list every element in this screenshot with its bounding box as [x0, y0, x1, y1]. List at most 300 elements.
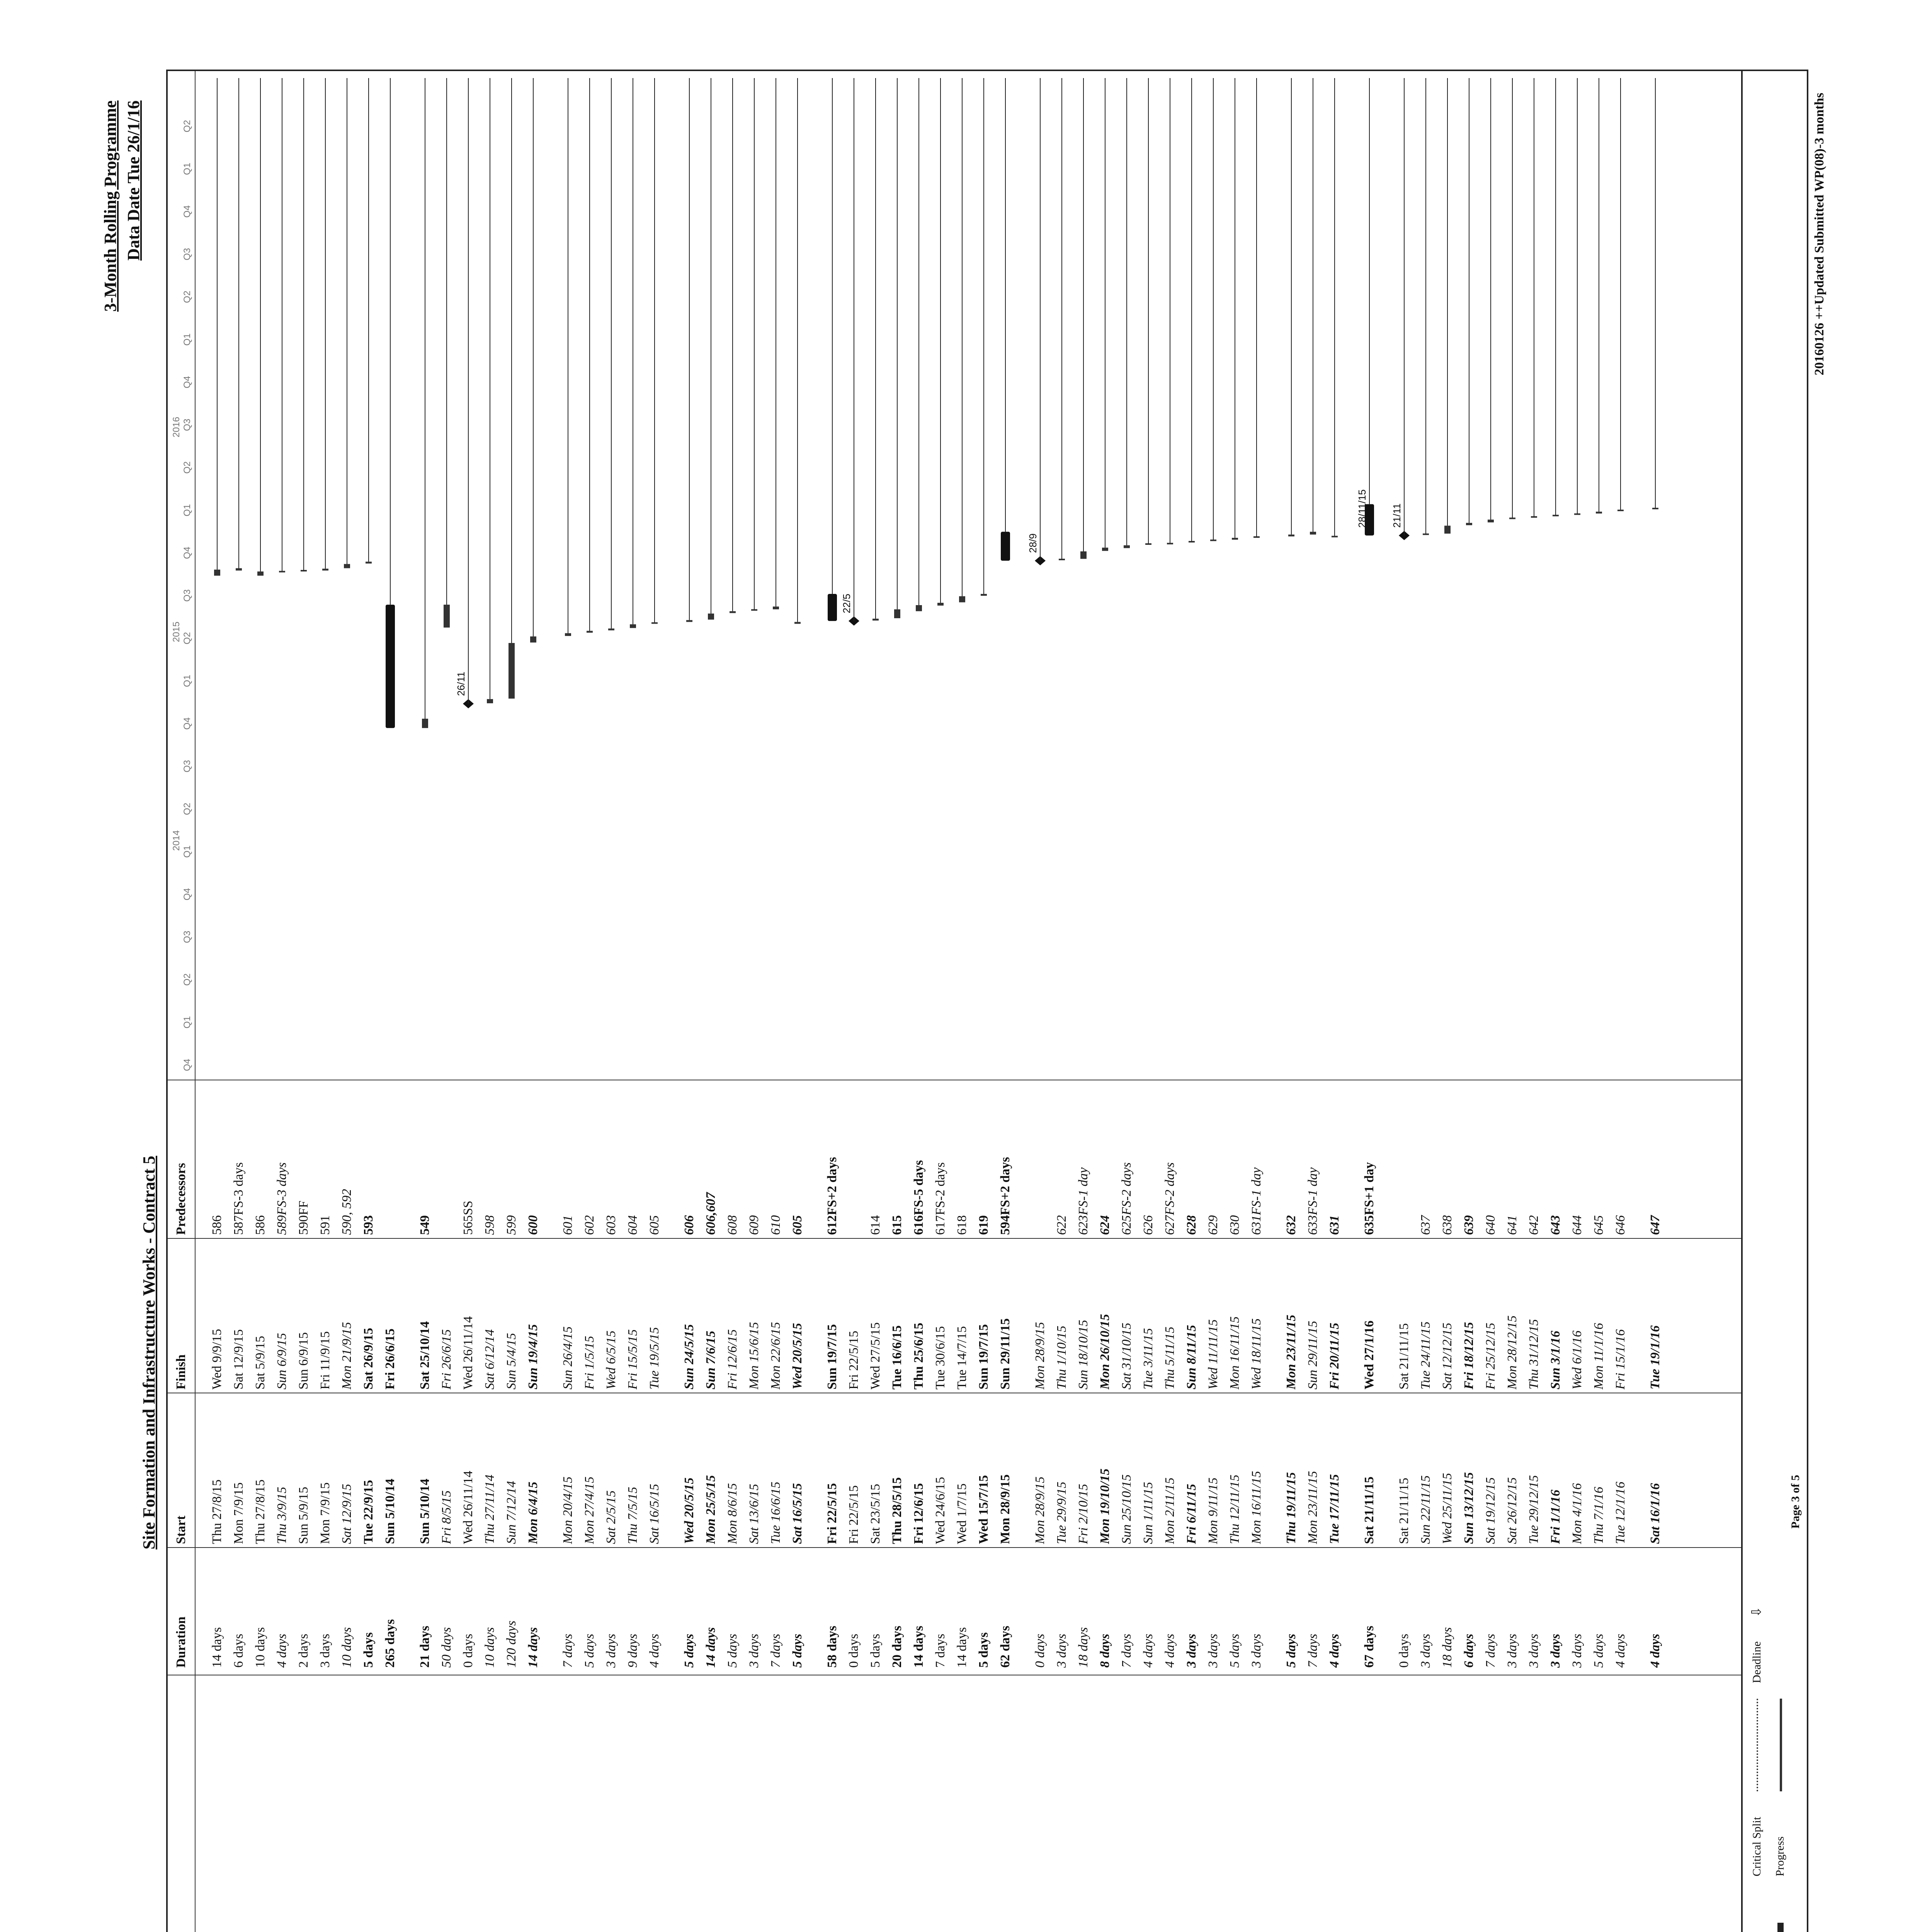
task-name	[1359, 1683, 1380, 1932]
task-start: Fri 6/11/15	[1184, 1484, 1199, 1544]
task-row	[1116, 1080, 1138, 1932]
task-predecessors: 609	[747, 1215, 761, 1235]
task-start: Fri 8/5/15	[439, 1490, 454, 1544]
task-name	[908, 1683, 930, 1932]
quarter-label: Q2	[182, 461, 192, 474]
task-finish: Sun 19/7/15	[976, 1324, 991, 1389]
task-finish: Fri 26/6/15	[383, 1328, 397, 1389]
task-duration: 0 days	[847, 1634, 861, 1668]
task-duration: 10 days	[483, 1627, 497, 1668]
quarter-label: Q2	[182, 803, 192, 815]
task-name	[271, 1683, 293, 1932]
legend-critical-swatch	[1777, 1923, 1784, 1932]
task-name	[1437, 1683, 1458, 1932]
task-duration: 5 days	[582, 1634, 597, 1668]
quarter-label: Q1	[182, 675, 192, 687]
quarter-label: Q4	[182, 717, 192, 730]
task-start: Mon 8/6/15	[725, 1483, 740, 1544]
task-duration: 3 days	[1548, 1634, 1563, 1668]
task-predecessors: 624	[1098, 1215, 1112, 1235]
task-start: Mon 6/4/15	[526, 1481, 540, 1544]
task-row	[1138, 1080, 1159, 1932]
task-start: Fri 12/6/15	[912, 1483, 926, 1544]
task-duration: 3 days	[1418, 1634, 1433, 1668]
task-duration: 3 days	[604, 1634, 618, 1668]
task-duration: 14 days	[210, 1627, 224, 1668]
task-predecessors: 549	[418, 1215, 432, 1235]
task-duration: 4 days	[647, 1634, 662, 1668]
task-predecessors: 622	[1054, 1215, 1069, 1235]
task-row	[644, 1080, 665, 1932]
quarter-label: Q4	[182, 205, 192, 218]
task-name	[644, 1683, 665, 1932]
task-duration: 14 days	[912, 1626, 926, 1668]
task-name	[358, 1683, 379, 1932]
task-name	[843, 1683, 865, 1932]
task-duration: 5 days	[1228, 1634, 1242, 1668]
task-finish: Mon 28/12/15	[1505, 1315, 1519, 1389]
task-finish: Sun 29/11/15	[1306, 1321, 1320, 1389]
task-name	[1159, 1683, 1181, 1932]
task-bar	[916, 605, 922, 611]
task-name	[457, 1683, 479, 1932]
task-predecessors: 599	[504, 1215, 519, 1235]
task-start: Sun 5/10/14	[418, 1478, 432, 1544]
task-duration: 4 days	[275, 1634, 289, 1668]
task-finish: Fri 11/9/15	[318, 1331, 332, 1389]
task-name	[250, 1683, 271, 1932]
task-finish: Fri 20/11/15	[1327, 1323, 1342, 1389]
task-finish: Wed 18/11/15	[1249, 1318, 1264, 1389]
task-row	[1029, 1080, 1051, 1932]
task-duration: 4 days	[1327, 1634, 1342, 1668]
task-name	[436, 1683, 457, 1932]
task-bar	[487, 699, 493, 703]
quarter-label: Q1	[182, 333, 192, 346]
task-start: Thu 27/8/15	[210, 1479, 224, 1544]
task-duration: 3 days	[747, 1634, 761, 1668]
task-predecessors: 603	[604, 1215, 618, 1235]
gantt-date-label: 28/11/15	[1356, 489, 1368, 528]
schedule-table	[166, 70, 1743, 1932]
task-finish: Wed 27/1/16	[1362, 1320, 1376, 1389]
task-predecessors: 605	[647, 1215, 662, 1235]
task-predecessors: 602	[582, 1215, 597, 1235]
task-duration: 9 days	[626, 1634, 640, 1668]
task-row	[765, 1080, 787, 1932]
task-predecessors: 632	[1284, 1215, 1298, 1235]
task-predecessors: 646	[1613, 1215, 1628, 1235]
task-start: Mon 28/9/15	[998, 1474, 1012, 1544]
task-name	[1415, 1683, 1437, 1932]
task-row	[1480, 1080, 1502, 1932]
task-predecessors: 608	[725, 1215, 740, 1235]
task-row	[315, 1080, 336, 1932]
task-name	[1202, 1683, 1224, 1932]
task-predecessors: 631FS-1 day	[1249, 1167, 1264, 1235]
task-bar	[981, 594, 987, 596]
task-predecessors: 589FS-3 days	[275, 1162, 289, 1235]
task-name	[787, 1683, 808, 1932]
task-duration: 5 days	[976, 1632, 991, 1668]
task-bar	[630, 624, 636, 628]
task-predecessors: 594FS+2 days	[998, 1157, 1012, 1235]
task-predecessors: 616FS-5 days	[912, 1160, 926, 1235]
col-predecessors-header: Predecessors	[174, 1163, 188, 1235]
task-bar	[608, 629, 614, 631]
task-predecessors: 630	[1228, 1215, 1242, 1235]
task-duration: 3 days	[1184, 1634, 1199, 1668]
gantt-date-label: 28/9	[1027, 533, 1039, 553]
task-row	[1202, 1080, 1224, 1932]
task-row	[600, 1080, 622, 1932]
task-row	[457, 1080, 479, 1932]
task-name	[722, 1683, 743, 1932]
task-name	[1393, 1683, 1415, 1932]
task-start: Thu 3/9/15	[275, 1486, 289, 1544]
task-finish: Mon 21/9/15	[340, 1322, 354, 1389]
task-row	[908, 1080, 930, 1932]
task-start: Thu 19/11/15	[1284, 1472, 1298, 1544]
task-start: Tue 29/12/15	[1527, 1475, 1541, 1544]
task-predecessors: 640	[1483, 1215, 1498, 1235]
task-finish: Mon 15/6/15	[747, 1322, 761, 1389]
task-bar	[1596, 512, 1602, 514]
task-duration: 0 days	[461, 1634, 475, 1668]
quarter-label: Q3	[182, 760, 192, 772]
task-name	[1094, 1683, 1116, 1932]
task-predecessors: 638	[1440, 1215, 1454, 1235]
task-start: Mon 4/1/16	[1570, 1483, 1584, 1544]
task-name	[1324, 1683, 1345, 1932]
task-name	[1138, 1683, 1159, 1932]
task-name	[821, 1683, 843, 1932]
summary-bar	[828, 594, 837, 621]
page-number: Page 3 of 5	[1789, 1475, 1802, 1529]
task-row	[1051, 1080, 1073, 1932]
task-name	[973, 1683, 995, 1932]
task-row	[501, 1080, 522, 1932]
task-finish: Sat 6/12/14	[483, 1329, 497, 1389]
task-predecessors: 645	[1592, 1215, 1606, 1235]
task-start: Mon 7/9/15	[318, 1482, 332, 1544]
task-bar	[214, 570, 220, 576]
task-predecessors: 593	[361, 1215, 376, 1235]
task-start: Sat 23/5/15	[868, 1484, 883, 1544]
gantt-date-label: 22/5	[841, 594, 852, 614]
quarter-label: Q4	[182, 888, 192, 901]
task-row	[1523, 1080, 1545, 1932]
task-bar	[279, 571, 285, 572]
task-finish: Wed 6/1/16	[1570, 1330, 1584, 1389]
task-start: Mon 9/11/15	[1206, 1477, 1220, 1544]
task-name	[951, 1683, 973, 1932]
task-duration: 0 days	[1033, 1634, 1047, 1668]
quarter-label: Q1	[182, 504, 192, 517]
gantt-date-label: 26/11	[455, 672, 467, 696]
task-name	[1588, 1683, 1610, 1932]
task-finish: Sun 3/1/16	[1548, 1330, 1563, 1389]
task-bar	[1232, 538, 1238, 540]
task-name	[1073, 1683, 1094, 1932]
task-predecessors: 590, 592	[340, 1189, 354, 1235]
quarter-label: Q2	[182, 973, 192, 986]
task-duration: 14 days	[704, 1627, 718, 1668]
task-finish: Tue 16/6/15	[890, 1325, 904, 1389]
task-finish: Mon 26/10/15	[1098, 1314, 1112, 1389]
task-start: Thu 12/11/15	[1228, 1475, 1242, 1544]
quarter-label: Q3	[182, 248, 192, 260]
task-start: Sat 16/5/15	[647, 1484, 662, 1544]
task-row	[293, 1080, 315, 1932]
gantt-date-label: 21/11	[1391, 503, 1403, 528]
task-start: Thu 27/11/14	[483, 1475, 497, 1544]
task-row	[700, 1080, 722, 1932]
task-duration: 7 days	[1119, 1634, 1134, 1668]
year-label: 2016	[171, 417, 182, 437]
task-name	[1246, 1683, 1267, 1932]
task-finish: Fri 15/1/16	[1613, 1329, 1628, 1389]
task-start: Tue 16/6/15	[769, 1481, 783, 1544]
col-finish-header: Finish	[174, 1354, 188, 1389]
task-duration: 0 days	[1397, 1634, 1411, 1668]
task-bar	[937, 603, 944, 605]
task-finish: Fri 22/5/15	[847, 1330, 861, 1389]
task-finish: Wed 6/5/15	[604, 1330, 618, 1389]
task-name	[293, 1683, 315, 1932]
task-start: Sat 19/12/15	[1483, 1477, 1498, 1544]
works-subtitle: Site Formation and Infrastructure Works - Contract 5	[139, 1156, 158, 1549]
task-finish: Sun 19/7/15	[825, 1324, 839, 1389]
task-row	[787, 1080, 808, 1932]
task-duration: 67 days	[1362, 1626, 1376, 1668]
task-name	[1116, 1683, 1138, 1932]
task-start: Wed 15/7/15	[976, 1475, 991, 1544]
task-bar	[422, 719, 428, 728]
task-name	[1302, 1683, 1324, 1932]
task-finish: Mon 28/9/15	[1033, 1322, 1047, 1389]
task-predecessors: 617FS-2 days	[933, 1162, 947, 1235]
task-predecessors: 642	[1527, 1215, 1541, 1235]
task-finish: Fri 18/12/15	[1462, 1322, 1476, 1389]
task-start: Tue 22/9/15	[361, 1480, 376, 1544]
task-name	[336, 1683, 358, 1932]
task-row	[250, 1080, 271, 1932]
task-row	[1224, 1080, 1246, 1932]
task-predecessors: 615	[890, 1215, 904, 1235]
quarter-label: Q3	[182, 418, 192, 431]
task-name	[1051, 1683, 1073, 1932]
task-bar	[730, 611, 736, 613]
task-start: Mon 23/11/15	[1306, 1471, 1320, 1544]
task-name	[886, 1683, 908, 1932]
task-finish: Tue 30/6/15	[933, 1326, 947, 1389]
task-name	[1224, 1683, 1246, 1932]
task-duration: 7 days	[933, 1634, 947, 1668]
task-row	[1359, 1080, 1380, 1932]
task-start: Sat 16/5/15	[790, 1483, 804, 1544]
task-bar	[1617, 510, 1624, 511]
task-name	[1181, 1683, 1202, 1932]
task-predecessors: 637	[1418, 1215, 1433, 1235]
task-finish: Sun 18/10/15	[1076, 1320, 1090, 1389]
task-finish: Sun 6/9/15	[275, 1333, 289, 1389]
task-name	[379, 1683, 401, 1932]
quarter-label: Q1	[182, 1016, 192, 1029]
task-duration: 6 days	[231, 1634, 246, 1668]
task-bar	[894, 609, 900, 618]
year-label: 2015	[171, 621, 182, 642]
task-bar	[1466, 523, 1472, 525]
task-row	[1610, 1080, 1631, 1932]
quarter-label: Q1	[182, 162, 192, 175]
task-finish: Tue 19/5/15	[647, 1327, 662, 1389]
data-date: Data Date Tue 26/1/16	[124, 100, 143, 261]
task-duration: 50 days	[439, 1627, 454, 1668]
task-row	[271, 1080, 293, 1932]
task-name	[930, 1683, 951, 1932]
task-start: Sun 22/11/15	[1418, 1475, 1433, 1544]
task-row	[479, 1080, 501, 1932]
year-label: 2014	[171, 830, 182, 851]
task-name	[765, 1683, 787, 1932]
task-finish: Sun 19/4/15	[526, 1324, 540, 1389]
task-duration: 7 days	[1306, 1634, 1320, 1668]
task-name	[1523, 1683, 1545, 1932]
task-predecessors: 598	[483, 1215, 497, 1235]
programme-sheet	[81, 70, 1843, 1932]
task-row	[930, 1080, 951, 1932]
task-predecessors: 606,607	[704, 1192, 718, 1235]
task-start: Mon 16/11/15	[1249, 1471, 1264, 1544]
task-finish: Sun 29/11/15	[998, 1318, 1012, 1389]
task-name	[865, 1683, 886, 1932]
legend-critical-split-label: Critical Split	[1750, 1816, 1763, 1876]
task-start: Wed 20/5/15	[682, 1477, 696, 1544]
task-start: Wed 25/11/15	[1440, 1473, 1454, 1544]
deadline-icon: ⇩	[1750, 1606, 1764, 1617]
task-duration: 18 days	[1440, 1627, 1454, 1668]
task-finish: Sat 12/12/15	[1440, 1323, 1454, 1389]
task-finish: Sat 31/10/15	[1119, 1323, 1134, 1389]
legend-footer	[1743, 70, 1808, 1932]
task-row	[1588, 1080, 1610, 1932]
task-bar	[1080, 551, 1087, 559]
task-name	[414, 1683, 436, 1932]
task-finish: Sat 21/11/15	[1397, 1323, 1411, 1389]
task-predecessors: 590FF	[296, 1201, 311, 1235]
task-finish: Fri 12/6/15	[725, 1329, 740, 1389]
task-duration: 21 days	[418, 1626, 432, 1668]
task-finish: Mon 22/6/15	[769, 1322, 783, 1389]
quarter-label: Q4	[182, 546, 192, 559]
task-predecessors: 629	[1206, 1215, 1220, 1235]
task-predecessors: 626	[1141, 1215, 1155, 1235]
task-start: Mon 2/11/15	[1163, 1477, 1177, 1544]
task-start: Thu 7/5/15	[626, 1486, 640, 1544]
task-finish: Sat 25/10/14	[418, 1321, 432, 1389]
task-predecessors: 587FS-3 days	[231, 1162, 246, 1235]
task-name	[1610, 1683, 1631, 1932]
task-bar	[1488, 520, 1494, 522]
task-start: Fri 22/5/15	[847, 1485, 861, 1544]
task-finish: Tue 3/11/15	[1141, 1328, 1155, 1389]
task-row	[336, 1080, 358, 1932]
task-start: Sat 26/12/15	[1505, 1477, 1519, 1544]
task-predecessors: 644	[1570, 1215, 1584, 1235]
summary-bar	[1001, 532, 1010, 561]
task-start: Mon 28/9/15	[1033, 1476, 1047, 1544]
task-row	[358, 1080, 379, 1932]
task-bar	[773, 607, 779, 609]
task-bar	[1124, 545, 1130, 548]
task-predecessors: 606	[682, 1215, 696, 1235]
task-predecessors: 610	[769, 1215, 783, 1235]
task-row	[843, 1080, 865, 1932]
task-duration: 5 days	[1592, 1634, 1606, 1668]
task-row	[228, 1080, 250, 1932]
task-duration: 18 days	[1076, 1627, 1090, 1668]
task-bar	[1288, 534, 1294, 536]
task-row	[206, 1080, 228, 1932]
task-finish: Sun 8/11/15	[1184, 1325, 1199, 1389]
task-bar	[444, 605, 450, 628]
task-predecessors: 625FS-2 days	[1119, 1162, 1134, 1235]
task-finish: Sun 5/4/15	[504, 1333, 519, 1389]
task-finish: Tue 19/1/16	[1648, 1325, 1662, 1389]
task-name	[1645, 1683, 1666, 1932]
col-start-header: Start	[174, 1515, 188, 1544]
task-row	[679, 1080, 700, 1932]
task-duration: 20 days	[890, 1626, 904, 1668]
task-bar	[366, 562, 372, 564]
task-finish: Tue 14/7/15	[955, 1326, 969, 1389]
task-start: Mon 7/9/15	[231, 1482, 246, 1544]
task-finish: Tue 24/11/15	[1418, 1321, 1433, 1389]
task-duration: 7 days	[561, 1634, 575, 1668]
task-name	[1029, 1683, 1051, 1932]
gantt-chart	[168, 74, 1741, 1079]
task-bar	[794, 622, 801, 624]
task-start: Fri 2/10/15	[1076, 1484, 1090, 1544]
task-duration: 5 days	[725, 1634, 740, 1668]
task-finish: Mon 11/1/16	[1592, 1323, 1606, 1389]
task-row	[1393, 1080, 1415, 1932]
task-bar	[1167, 543, 1173, 544]
task-duration: 10 days	[253, 1627, 267, 1668]
task-start: Fri 1/1/16	[1548, 1490, 1563, 1544]
task-start: Sun 5/9/15	[296, 1486, 311, 1544]
task-bar	[257, 571, 264, 576]
task-name	[522, 1683, 544, 1932]
task-row	[886, 1080, 908, 1932]
task-duration: 4 days	[1141, 1634, 1155, 1668]
task-row	[379, 1080, 401, 1932]
task-row	[951, 1080, 973, 1932]
task-finish: Sat 26/9/15	[361, 1328, 376, 1389]
task-bar	[344, 564, 350, 568]
task-row	[1645, 1080, 1666, 1932]
task-finish: Sat 5/9/15	[253, 1336, 267, 1389]
task-start: Fri 22/5/15	[825, 1483, 839, 1544]
task-predecessors: 623FS-1 day	[1076, 1167, 1090, 1235]
task-finish: Mon 23/11/15	[1284, 1315, 1298, 1389]
task-row	[995, 1080, 1016, 1932]
task-finish: Thu 25/6/15	[912, 1323, 926, 1389]
task-row	[557, 1080, 579, 1932]
quarter-label: Q2	[182, 120, 192, 133]
task-start: Thu 7/1/16	[1592, 1486, 1606, 1544]
